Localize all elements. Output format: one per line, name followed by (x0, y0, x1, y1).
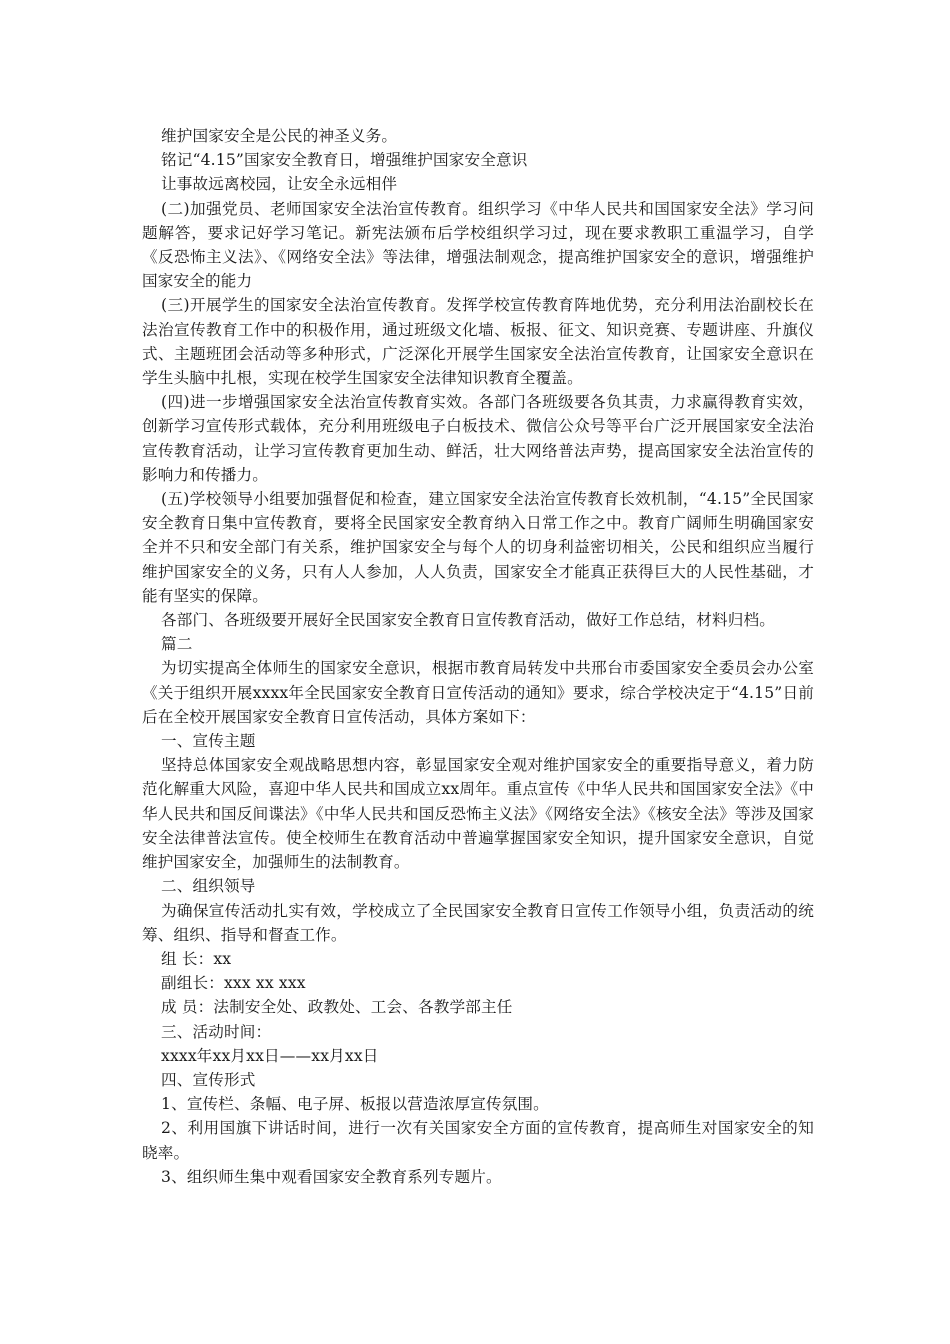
list-item: 1、宣传栏、条幅、电子屏、板报以营造浓厚宣传氛围。 (161, 1095, 549, 1114)
list-item: 2、利用国旗下讲话时间，进行一次有关国家安全方面的宣传教育，提高师生对国家安全的知晓率。 (142, 1119, 814, 1162)
paragraph: (五)学校领导小组要加强督促和检查，建立国家安全法治宣传教育长效机制，“4.15”全民国家安全教育日集中宣传教育，要将全民国家安全教育纳入日常工作之中。教育广阔师生明确国家安全并不只和安全部门有关系，维护国家安全与每个人的切身利益密切相关，公民和组织应当履行维护国家安全的义务，只有人人参加，人人负责，国家安全才能真正获得巨大的人民性基础，才能有坚实的保障。 (142, 490, 814, 605)
paragraph: xxxx年xx月xx日——xx月xx日 (161, 1046, 379, 1065)
document-body (142, 124, 814, 1189)
section-heading: 二、组织领导 (161, 877, 256, 896)
paragraph: 让事故远离校园，让安全永远相伴 (161, 175, 398, 194)
paragraph: 组 长：xx (161, 949, 232, 968)
paragraph: 为确保宣传活动扎实有效，学校成立了全民国家安全教育日宣传工作领导小组，负责活动的统筹、组织、指导和督查工作。 (142, 901, 814, 944)
section-heading: 一、宣传主题 (161, 732, 256, 751)
paragraph: 维护国家安全是公民的神圣义务。 (161, 127, 398, 145)
paragraph: (四)进一步增强国家安全法治宣传教育实效。各部门各班级要各负其责，力求赢得教育实效，创新学习宣传形式载体，充分利用班级电子白板技术、微信公众号等平台广泛开展国家安全法治宣传教育活动，让学习宣传教育更加生动、鲜活，壮大网络普法声势，提高国家安全法治宣传的影响力和传播力。 (142, 393, 814, 484)
paragraph: 各部门、各班级要开展好全民国家安全教育日宣传教育活动，做好工作总结，材料归档。 (161, 611, 776, 630)
section-heading: 篇二 (161, 635, 193, 654)
paragraph: 成 员：法制安全处、政教处、工会、各教学部主任 (161, 998, 513, 1017)
paragraph: (三)开展学生的国家安全法治宣传教育。发挥学校宣传教育阵地优势，充分利用法治副校长在法治宣传教育工作中的积极作用，通过班级文化墙、板报、征文、知识竞赛、专题讲座、升旗仪式、主题班团会活动等多种形式，广泛深化开展学生国家安全法治宣传教育，让国家安全意识在学生头脑中扎根，实现在校学生国家安全法律知识教育全覆盖。 (142, 296, 814, 388)
paragraph: 坚持总体国家安全观战略思想内容，彰显国家安全观对维护国家安全的重要指导意义，着力防范化解重大风险，喜迎中华人民共和国成立xx周年。重点宣传《中华人民共和国国家安全法》《中华人民共和国反间谍法》《中华人民共和国反恐怖主义法》《网络安全法》《核安全法》等涉及国家安全法律普法宣传。使全校师生在教育活动中普遍掌握国家安全知识，提升国家安全意识，自觉维护国家安全，加强师生的法制教育。 (142, 756, 814, 872)
paragraph: 为切实提高全体师生的国家安全意识，根据市教育局转发中共邢台市委国家安全委员会办公室《关于组织开展xxxx年全民国家安全教育日宣传活动的通知》要求，综合学校决定于“4.15”日前后在全校开展国家安全教育日宣传活动，具体方案如下： (142, 659, 814, 726)
section-heading: 四、宣传形式 (161, 1070, 256, 1089)
paragraph: (二)加强党员、老师国家安全法治宣传教育。组织学习《中华人民共和国国家安全法》学习问题解答，要求记好学习笔记。新宪法颁布后学校组织学习过，现在要求教职工重温学习，自学《反恐怖主义法》、《网络安全法》等法律，增强法制观念，提高维护国家安全的意识，增强维护国家安全的能力 (142, 199, 814, 291)
list-item: 3、组织师生集中观看国家安全教育系列专题片。 (161, 1167, 502, 1186)
paragraph: 副组长：xxx xx xxx (161, 974, 306, 993)
paragraph: 铭记“4.15”国家安全教育日，增强维护国家安全意识 (161, 151, 528, 170)
section-heading: 三、活动时间： (161, 1022, 272, 1041)
